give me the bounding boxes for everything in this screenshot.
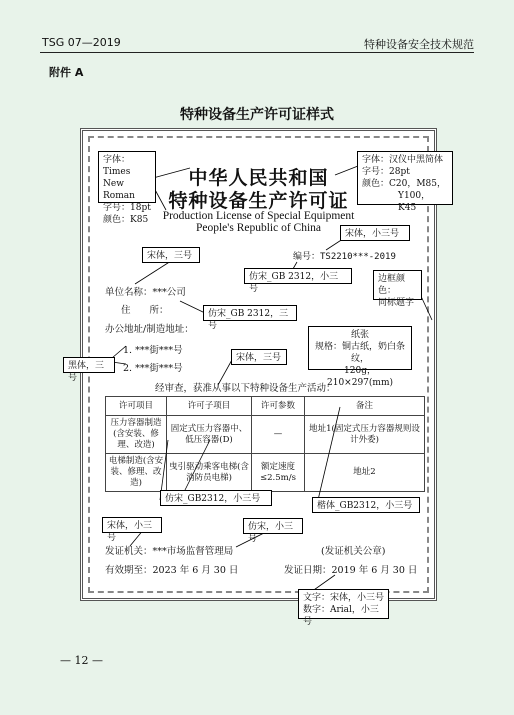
table-cell: 电梯制造(含安装、修理、改造)	[106, 454, 167, 492]
issuer: 发证机关：***市场监督管理局	[105, 546, 234, 557]
certificate-title-en-1: Production License of Special Equipment	[162, 210, 355, 222]
certificate-title-cn-2: 特种设备生产许可证	[168, 190, 349, 212]
callout-fang-small3: 仿宋，小三号	[243, 518, 303, 534]
callout-en-font: 字体：Times New Roman 字号：18pt 颜色：K85	[98, 151, 156, 203]
approval-statement: 经审查，获准从事以下特种设备生产活动：	[155, 383, 336, 394]
callout-date-font: 文字：宋体，小三号 数字：Arial，小三号	[298, 589, 389, 619]
table-cell: 地址1(固定式压力容器规则设计外委)	[305, 416, 425, 454]
issuer-seal: (发证机关公章)	[321, 546, 386, 557]
office-address-label: 办公地址/制造地址：	[105, 324, 194, 335]
issue-date: 发证日期：2019 年 6 月 30 日	[284, 565, 418, 576]
table-cell: —	[252, 416, 305, 454]
address-line-1: 1. ***街***号	[123, 345, 183, 356]
table-cell: 地址2	[305, 454, 425, 492]
table-cell: 曳引驱动乘客电梯(含消防员电梯)	[167, 454, 252, 492]
document-code: TSG 07—2019	[42, 36, 121, 49]
table-header: 备注	[305, 397, 425, 416]
callout-gb2312-small3: 仿宋_GB2312，小三号	[160, 490, 272, 506]
table-header: 许可项目	[106, 397, 167, 416]
callout-song-small3: 宋体，小三号	[102, 517, 162, 533]
address-line-2: 2. ***街***号	[123, 363, 183, 374]
callout-border-color: 边框颜色： 同标题字	[373, 270, 422, 300]
callout-gb-three: 仿宋_GB 2312，三号	[203, 305, 297, 321]
callout-hei-three: 黑体，三号	[63, 357, 115, 373]
callout-paper: 纸张 规格：铜古纸，奶白条纹， 120g，210×297(mm)	[308, 326, 412, 370]
certificate-title-cn-1: 中华人民共和国	[188, 167, 329, 189]
address-label: 住 所：	[121, 305, 169, 316]
table-cell: 固定式压力容器中、低压容器(D)	[167, 416, 252, 454]
table-cell: 额定速度≤2.5m/s	[252, 454, 305, 492]
callout-cn-font: 字体：汉仪中黑简体 字号：28pt 颜色：C20，M85， Y100，K45	[357, 151, 453, 205]
callout-kai-small3: 楷体_GB2312，小三号	[312, 497, 420, 513]
callout-label-font: 宋体，三号	[142, 247, 200, 263]
certificate-number: 编号：TS2210***-2019	[293, 252, 396, 262]
valid-until: 有效期至：2023 年 6 月 30 日	[105, 565, 239, 576]
page-number: — 12 —	[60, 654, 103, 667]
appendix-label: 附件 A	[49, 66, 84, 79]
table-header: 许可参数	[252, 397, 305, 416]
callout-song-three: 宋体，三号	[231, 349, 287, 365]
table-header: 许可子项目	[167, 397, 252, 416]
document-series-title: 特种设备安全技术规范	[364, 38, 474, 51]
certificate-title-en-2: People's Republic of China	[195, 222, 322, 234]
callout-gb-small3: 仿宋_GB 2312，小三号	[244, 268, 352, 284]
unit-name: 单位名称：***公司	[105, 287, 186, 298]
callout-number-font: 宋体，小三号	[340, 225, 410, 241]
section-title: 特种设备生产许可证样式	[180, 107, 334, 123]
table-cell: 压力容器制造(含安装、修理、改造)	[106, 416, 167, 454]
